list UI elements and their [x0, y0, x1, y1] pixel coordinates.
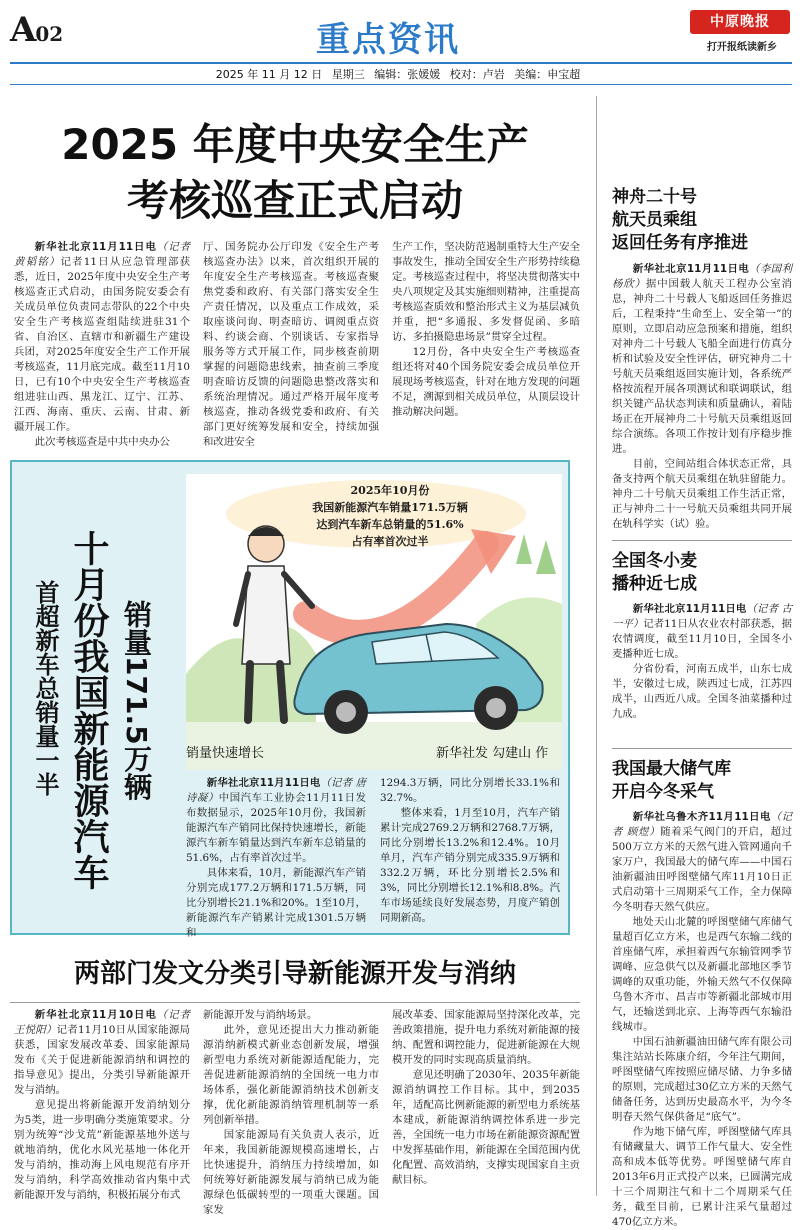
feature-headline-main: 十月份我国新能源汽车 [68, 530, 109, 890]
second-paragraph: 意见还明确了2030年、2035年新能源消纳调控工作目标。其中，到2035年，适配高比例新能源的新型电力系统基本建成，新能源消纳调控体系进一步完善，全国统一电力市场在新能源资源配置中发挥基础作用，新能源在全国范围内优化配置、高效消纳，支撑实现国家自主贡献目标。 [392, 1069, 580, 1186]
cartoon-caption: 销量快速增长 [186, 746, 265, 761]
dateline: 新华社北京11月10日电 [34, 1009, 157, 1021]
headline-line: 返回任务有序推进 [612, 233, 748, 253]
feature-paragraph: 新华社北京11月11日电（记者 唐诗凝）中国汽车工业协会11月11日发布数据显示，2025年10月份，我国新能源汽车产销同比保持快速增长，新能源汽车新车销量达到汽车新车总销量的51.6%，占有率首次过半。 [186, 777, 367, 864]
headline-line: 神舟二十号 [612, 187, 697, 207]
second-article-column-2 [203, 1008, 379, 1216]
headline-line: 播种近七成 [612, 574, 697, 594]
lead-article-column-3 [392, 240, 580, 450]
banner-line: 占有率首次过半 [351, 535, 429, 548]
dateline: 新华社北京11月11日电 [632, 263, 750, 275]
side-paragraph: 作为地下储气库，呼图壁储气库具有储藏量大、调节工作气量大、安全性高和成本低等优势。呼图壁储气库自2013年6月正式投产以来，已圆满完成十三个周期注气和十二个周期采气任务，截至目前，已累计注采气量超过470亿立方米。 [612, 1126, 792, 1228]
lead-paragraph: 新华社北京11月11日电（记者 黄韬铭）记者11日从应急管理部获悉，近日，2025年度中央安全生产考核巡查正式启动，由国务院安委会有关成员单位负责同志带队的22个中央安全生产考核巡查组陆续进驻31个省、自治区、直辖市和新疆生产建设兵团，对2025年度安全生产工作开展考核巡查，11月底完成。截至11月10日，已有10个中央安全生产考核巡查组进驻山西、黑龙江、辽宁、江苏、江西、海南、重庆、云南、甘肃、新疆开展工作。 [14, 241, 190, 433]
feature-article-column-1 [186, 776, 367, 939]
second-article-column-3 [392, 1008, 580, 1196]
headline-line: 我国最大储气库 [612, 759, 731, 779]
headline-line: 全国冬小麦 [612, 551, 697, 571]
edition-line [10, 66, 792, 82]
second-paragraph: 展改革委、国家能源局坚持深化改革，完善政策措施，提升电力系统对新能源的接纳、配置和调控能力，促进新能源在大规模开发的同时实现高质量消纳。 [392, 1009, 580, 1066]
lead-paragraph: 厅、国务院办公厅印发《安全生产考核巡查办法》以来，首次组织开展的年度安全生产考核巡查。考核巡查聚焦党委和政府、有关部门落实安全生产责任情况，以及重点工作成效，采取座谈问询、明查暗访、调阅重点资料、约谈会商、个别谈话、专家指导服务等方式开展工作，同步核查前期掌握的问题隐患线索，抽查前三季度明查暗访反馈的问题隐患整改落实和系统治理情况。通过严格开展年度考核巡查，推动各级党委和政府、有关部门更好统筹发展和安全，持续加强和改进安全 [203, 241, 379, 448]
feature-article-column-2 [380, 776, 560, 926]
side-paragraph: 新华社北京11月11日电（李国利 杨欣）据中国载人航天工程办公室消息，神舟二十号载人飞船返回任务推迟后，工程秉持“生命至上、安全第一”的原则，立即启动应急预案和措施，组织对神舟二十号载人飞船全面进行仿真分析和试验及安全性评估，研究神舟二十号航天员乘组返回实施计划，各系统严格按流程开展各项测试和联调联试，组织关键产品状态判读和质量确认，着陆场正在开展神舟二十号航天员乘组返回综合演练。各项工作按计划有序稳步推进。 [612, 263, 793, 455]
page-letter: A [10, 10, 36, 50]
banner-line: 2025年10月份 [350, 484, 430, 497]
reporter-byline: （记者 王悦阳） [14, 1009, 190, 1036]
side-article-wheat [612, 602, 793, 720]
feature-headline-sub: 首超新车总销量一半 [31, 580, 59, 796]
side-headline-gas-storage [612, 758, 792, 804]
lead-paragraph: 此次考核巡查是中共中央办公 [34, 436, 170, 448]
side-paragraph: 分省份看，河南五成半，山东七成半，安徽过七成，陕西过七成，江苏四成半，山西近八成。全国冬油菜播种过九成。 [612, 663, 792, 720]
headline-line: 航天员乘组 [612, 210, 697, 230]
lead-article-column-2 [203, 240, 379, 450]
editor-credit: 编辑：张媛媛 [374, 68, 441, 81]
brand-slogan: 打开报纸读新乡 [707, 42, 777, 53]
side-headline-shenzhou [612, 186, 792, 255]
side-paragraph: 新华社北京11月11日电（记者 古一平）记者11日从农业农村部获悉，据农情调度，截至11月10日，全国冬小麦播种近七成。 [612, 603, 793, 660]
headline-line: 开启今冬采气 [612, 782, 714, 802]
dateline: 新华社乌鲁木齐11月11日电 [632, 811, 771, 823]
side-divider [612, 540, 792, 541]
column-divider [596, 96, 597, 1196]
lead-headline-line1: 2025 年度中央安全生产 [61, 120, 529, 169]
feature-headline-figure: 销量171.5万辆 [120, 600, 153, 801]
second-headline: 两部门发文分类引导新能源开发与消纳 [73, 959, 516, 989]
dateline: 新华社北京11月11日电 [34, 241, 157, 253]
side-paragraph: 新华社乌鲁木齐11月11日电（记者 顾煜）随着采气阀门的开启，超过500万立方米的天然气进入管网通向千家万户，我国最大的储气库——中国石油新疆油田呼图壁储气库11月10日正式启动第十三周期采气工作，全力保障今冬明春天然气供应。 [612, 811, 793, 913]
dateline: 新华社北京11月11日电 [206, 777, 321, 789]
side-article-shenzhou [612, 262, 793, 530]
lead-article-column-1 [14, 240, 190, 450]
page-digits: 02 [35, 22, 64, 46]
feature-paragraph: 具体来看，10月，新能源汽车产销分别完成177.2万辆和171.5万辆，同比分别增长21.1%和20%。1至10月，新能源汽车产销累计完成1301.5万辆和 [186, 867, 366, 939]
side-paragraph: 地处天山北麓的呼图壁储气库储气量超百亿立方米，也是西气东输二线的首座储气库，承担着西气东输管网季节调峰、应急供气以及新疆北部地区季节调峰的双重功能，外输天然气不仅保障乌鲁木齐市、昌吉市等新疆北部城市用气，还输送到北京、上海等西气东输沿线城市。 [612, 916, 792, 1033]
side-headline-wheat [612, 550, 792, 596]
side-paragraph: 目前，空间站组合体状态正常，具备支持两个航天员乘组在轨驻留能力。神舟二十号航天员乘组工作生活正常，正与神舟二十一号航天员乘组共同开展在轨科学实（试）验。 [612, 458, 792, 530]
issue-date: 2025 年 11 月 12 日 [215, 68, 323, 81]
reporter-byline: （记者 黄韬铭） [14, 241, 190, 268]
second-paragraph: 新华社北京11月10日电（记者 王悦阳）记者11月10日从国家能源局获悉，国家发展改革委、国家能源局发布《关于促进新能源消纳和调控的指导意见》提出，分类引导新能源开发与消纳。 [14, 1009, 190, 1096]
section-title: 重点资讯 [316, 20, 460, 60]
second-paragraph: 新能源开发与消纳场景。 [203, 1009, 318, 1021]
designer-credit: 美编：申宝超 [514, 68, 581, 81]
second-article-column-1 [14, 1008, 190, 1201]
side-article-gas-storage [612, 810, 793, 1228]
brand-logo: 中原晚报 [690, 10, 790, 34]
reporter-byline: （李国利 杨欣） [612, 263, 793, 290]
reporter-byline: （记者 唐诗凝） [186, 777, 367, 804]
side-divider [612, 748, 792, 749]
cartoon-credit: 新华社发 勾建山 作 [436, 746, 549, 761]
page-number [10, 10, 63, 50]
lead-paragraph: 生产工作，坚决防范遏制重特大生产安全事故发生，推动全国安全生产形势持续稳定。考核巡查过程中，将坚决贯彻落实中央八项规定及其实施细则精神，注重提高考核巡查质效和整治形式主义为基层减负并重，把“多通报、多发督促函、多暗访、多拍摄隐患场景”贯穿全过程。 [392, 241, 580, 343]
lead-headline-line2: 考核巡查正式启动 [126, 176, 463, 225]
banner-line: 我国新能源汽车销量171.5万辆 [312, 501, 468, 514]
side-paragraph: 中国石油新疆油田储气库有限公司集注站站长陈康介绍，今年注气期间，呼图壁储气库按照应储尽储、力争多储的原则，完成超过30亿立方米的天然气储备任务，达到历史最高水平，为今冬明春天然气保供备足“底气”。 [612, 1036, 792, 1123]
second-divider [10, 1002, 580, 1003]
reporter-byline: （记者 顾煜） [612, 811, 793, 838]
header-rule-bottom [10, 84, 792, 85]
feature-paragraph: 整体来看，1月至10月，汽车产销累计完成2769.2万辆和2768.7万辆，同比分别增长13.2%和12.4%。10月单月，汽车产销分别完成335.9万辆和332.2万辆，环比分别增长2.5%和3%，同比分别增长12.1%和8.8%。汽车市场延续良好发展态势，月度产销创同期新高。 [380, 807, 560, 924]
cartoon-banner [300, 482, 480, 550]
header-rule-top [10, 62, 792, 64]
banner-line: 达到汽车新车总销量的51.6% [316, 518, 464, 531]
issue-weekday: 星期三 [331, 68, 365, 81]
dateline: 新华社北京11月11日电 [632, 603, 747, 615]
proofreader-credit: 校对：卢岩 [449, 68, 505, 81]
second-paragraph: 意见提出将新能源开发消纳划分为5类，进一步明确分类施策要求。分别为统筹“沙戈荒”新能源基地外送与就地消纳，优化水风光基地一体化开发与消纳，推动海上风电规范有序开发与消纳，科学高效推动省内集中式新能源开发与消纳，积极拓展分布式 [14, 1099, 190, 1201]
lead-paragraph: 12月份，各中央安全生产考核巡查组还将对40个国务院安委会成员单位开展现场考核巡查，针对在地方发现的问题不足，溯源到相关成员单位，从顶层设计推动解决问题。 [392, 346, 580, 418]
second-paragraph: 此外，意见还提出大力推动新能源消纳新模式新业态创新发展，增强新型电力系统对新能源适配能力，完善促进新能源消纳的全国统一电力市场体系，强化新能源消纳技术创新支撑，优化新能源消纳管理机制等一系列创新举措。 [203, 1024, 379, 1126]
feature-paragraph: 1294.3万辆，同比分别增长33.1%和32.7%。 [380, 777, 560, 804]
reporter-byline: （记者 古一平） [612, 603, 793, 630]
second-paragraph: 国家能源局有关负责人表示，近年来，我国新能源规模高速增长，占比快速提升，消纳压力持续增加，如何统筹好新能源发展与消纳已成为能源绿色低碳转型的一项重大课题。国家发 [203, 1129, 379, 1216]
